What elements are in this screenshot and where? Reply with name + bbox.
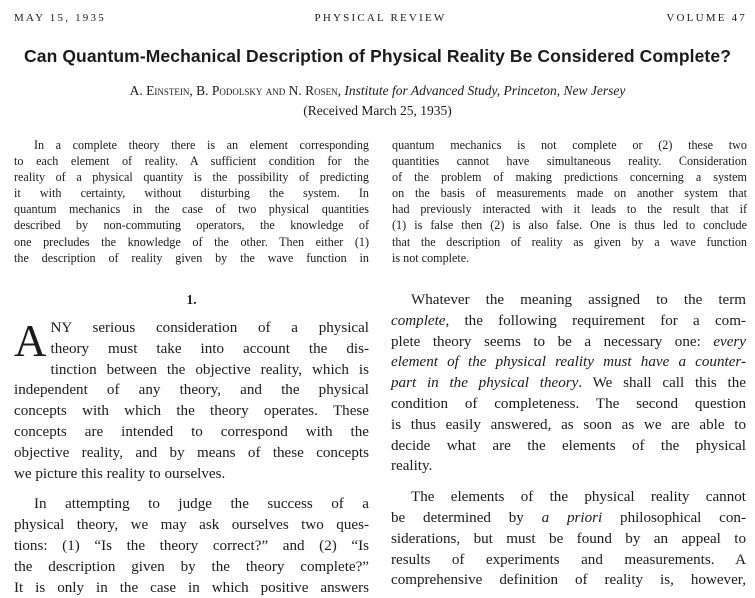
author-names: A. Einstein, B. Podolsky and N. Rosen, bbox=[129, 83, 342, 98]
body-line: part in the physical theory. We shall call this the bbox=[391, 375, 746, 392]
body-line: the description given by the theory complete?” bbox=[14, 558, 369, 575]
received-date: (Received March 25, 1935) bbox=[303, 103, 452, 118]
abstract-right-column bbox=[392, 137, 747, 266]
body-line: The elements of the physical reality cannot bbox=[411, 489, 746, 506]
italic-term: a priori bbox=[541, 509, 603, 526]
italic-text: element of the physical reality must have a counter- bbox=[391, 354, 746, 371]
body-line: plete theory seems to be a necessary one: every bbox=[391, 333, 746, 350]
body-right-column bbox=[391, 290, 746, 591]
body-line: NY serious consideration of a physical bbox=[50, 320, 369, 336]
author-affiliation: Institute for Advanced Study, Princeton, New Jersey bbox=[344, 83, 626, 98]
body-line: results of experiments and measurements. A bbox=[391, 551, 746, 568]
body-line: concepts with which the theory operates. These bbox=[14, 403, 369, 420]
body-line: we picture this reality to ourselves. bbox=[14, 465, 226, 482]
abstract bbox=[14, 137, 747, 277]
abstract-line: In a complete theory there is an element corresponding bbox=[34, 138, 369, 152]
section-heading: 1. bbox=[186, 292, 197, 307]
abstract-line: quantum mechanics is not complete or (2) these two bbox=[392, 138, 747, 152]
running-head bbox=[14, 12, 747, 28]
body-line: independent of any theory, and the physical bbox=[14, 382, 369, 399]
body-line: concepts are intended to correspond with the bbox=[14, 423, 369, 440]
abstract-line: one precludes the knowledge of the other. Then either (1) bbox=[14, 234, 369, 249]
drop-cap: A bbox=[14, 316, 47, 366]
journal-name: PHYSICAL REVIEW bbox=[314, 12, 447, 24]
body-line: tinction between the objective reality, which is bbox=[50, 361, 369, 378]
body-line: physical theory, we may ask ourselves two ques- bbox=[14, 517, 369, 534]
volume-number: VOLUME 47 bbox=[666, 12, 747, 24]
issue-date: MAY 15, 1935 bbox=[14, 12, 106, 24]
body-line: tions: (1) “Is the theory correct?” and (2) “Is bbox=[14, 537, 369, 554]
abstract-line: it with certainty, without disturbing the system. In bbox=[14, 186, 369, 201]
body-line: In attempting to judge the success of a bbox=[34, 496, 369, 513]
paper-title: Can Quantum-Mechanical Description of Physical Reality Be Considered Complete? bbox=[24, 46, 731, 66]
abstract-left-column bbox=[14, 137, 369, 266]
body-line bbox=[391, 352, 746, 373]
abstract-line: (1) is false then (2) is also false. One is thus led to conclude bbox=[392, 218, 747, 233]
abstract-line: that the description of reality as given by a wave function bbox=[392, 234, 747, 249]
body-line: condition of completeness. The second question bbox=[391, 395, 746, 412]
italic-text: every bbox=[700, 333, 746, 350]
abstract-line: is not complete. bbox=[392, 250, 470, 265]
abstract-line: described by non-commuting operators, the knowledge of bbox=[14, 218, 369, 233]
body-line: decide what are the elements of the physical bbox=[391, 437, 746, 454]
body-line: theory must take into account the dis- bbox=[50, 340, 369, 357]
abstract-line: the description of reality given by the wave function in bbox=[14, 250, 369, 265]
body-line: siderations, but must be found by an appeal to bbox=[391, 530, 746, 547]
body-line: objective reality, and by means of these concepts bbox=[14, 444, 369, 461]
italic-term: complete bbox=[391, 312, 446, 329]
abstract-line: quantum mechanics in the case of two physical quantities bbox=[14, 202, 369, 217]
body-left-column bbox=[14, 318, 369, 598]
author-line bbox=[0, 83, 755, 99]
abstract-line: on the basis of measurements made on another system that bbox=[392, 186, 747, 201]
abstract-line: to each element of reality. A sufficient condition for the bbox=[14, 154, 369, 169]
body-line: be determined by a priori philosophical con- bbox=[391, 509, 746, 526]
abstract-line: quantities cannot have simultaneous reality. Consideration bbox=[392, 154, 747, 169]
abstract-line: of the problem of making predictions concerning a system bbox=[392, 170, 747, 185]
abstract-line: reality of a physical quantity is the possibility of predicting bbox=[14, 170, 369, 185]
body-line: It is only in the case in which positive answers bbox=[14, 579, 369, 596]
body-line: complete, the following requirement for a com- bbox=[391, 312, 746, 329]
body-line: comprehensive definition of reality is, however, bbox=[391, 572, 746, 589]
body-line: Whatever the meaning assigned to the term bbox=[411, 292, 746, 308]
body-line: reality. bbox=[391, 458, 433, 475]
italic-text: part in the physical theory bbox=[391, 375, 579, 392]
abstract-line: had previously interacted with it leads to the result that if bbox=[392, 202, 747, 217]
body-line: is thus easily answered, as soon as we are able to bbox=[391, 416, 746, 433]
